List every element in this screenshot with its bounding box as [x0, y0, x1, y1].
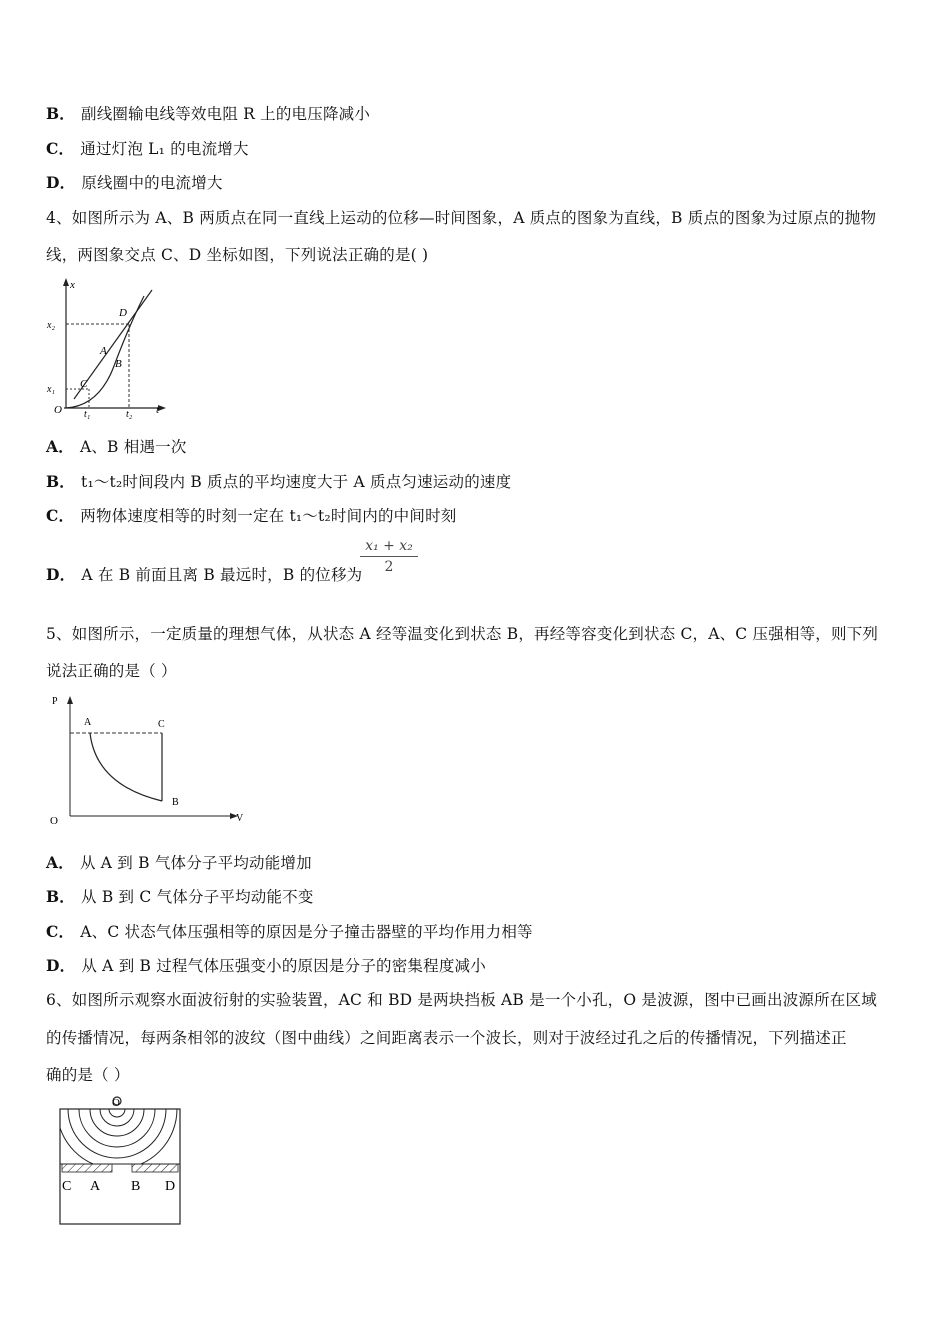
q4-option-c[interactable]: C． 两物体速度相等的时刻一定在 t₁～t₂时间内的中间时刻	[46, 506, 457, 525]
q6-stem-line1: 6、如图所示观察水面波衍射的实验装置，AC 和 BD 是两块挡板 AB 是一个小孔，O 是波源，图中已画出波源所在区域	[46, 991, 877, 1009]
q3-option-c[interactable]: C． 通过灯泡 L₁ 的电流增大	[46, 139, 249, 158]
q3-option-b[interactable]: B． 副线圈输电线等效电阻 R 上的电压降减小	[46, 104, 371, 123]
source-label: O	[112, 1097, 120, 1109]
option-text: 通过灯泡 L₁ 的电流增大	[80, 140, 249, 158]
x1-tick: x₁	[47, 384, 55, 395]
q6-stem-line2: 的传播情况，每两条相邻的波纹（图中曲线）之间距离表示一个波长，则对于波经过孔之后的传播情况，下列描述正	[46, 1029, 847, 1047]
option-text: 从 A 到 B 气体分子平均动能增加	[79, 854, 312, 872]
curve-a-label: A	[100, 345, 107, 357]
fraction-denominator: 2	[384, 559, 394, 575]
q5-option-d[interactable]: D． 从 A 到 B 过程气体压强变小的原因是分子的密集程度减小	[46, 956, 486, 975]
baffle-ac	[62, 1164, 112, 1172]
t2-tick: t₂	[126, 409, 133, 420]
y-axis-label: x	[70, 279, 75, 291]
option-text: 从 A 到 B 过程气体压强变小的原因是分子的密集程度减小	[81, 957, 486, 975]
x2-tick: x₂	[47, 320, 55, 331]
baffle-bd	[132, 1164, 178, 1172]
origin-label: O	[50, 815, 58, 827]
option-text: 从 B 到 C 气体分子平均动能不变	[81, 888, 314, 906]
isotherm-a-b	[90, 733, 162, 801]
q5-pv-graph	[44, 690, 254, 830]
q5-stem-line1: 5、如图所示，一定质量的理想气体，从状态 A 经等温变化到状态 B，再经等容变化到状态 C，A、C 压强相等，则下列	[46, 625, 879, 643]
q3-option-d[interactable]: D． 原线圈中的电流增大	[46, 173, 223, 192]
option-text: 副线圈输电线等效电阻 R 上的电压降减小	[81, 105, 371, 123]
displacement-fraction	[360, 538, 418, 575]
option-text: A、C 状态气体压强相等的原因是分子撞击器壁的平均作用力相等	[80, 923, 533, 941]
q5-option-a[interactable]: A． 从 A 到 B 气体分子平均动能增加	[46, 853, 312, 872]
p-axis-label: P	[52, 696, 58, 707]
label-a: A	[90, 1179, 101, 1194]
point-d-label: D	[119, 307, 127, 319]
q4-option-b[interactable]: B． t₁～t₂时间段内 B 质点的平均速度大于 A 质点匀速运动的速度	[46, 472, 512, 491]
v-axis-label: V	[236, 813, 244, 824]
q4-option-a[interactable]: A． A、B 相遇一次	[46, 437, 187, 456]
label-c: C	[62, 1179, 72, 1194]
t1-tick: t₁	[84, 409, 91, 420]
option-text: 原线圈中的电流增大	[81, 174, 223, 192]
point-c-label: C	[158, 719, 165, 730]
q4-option-d[interactable]: D． A 在 B 前面且离 B 最远时，B 的位移为	[46, 565, 363, 584]
q4-xt-graph	[44, 276, 174, 421]
q5-option-b[interactable]: B． 从 B 到 C 气体分子平均动能不变	[46, 887, 314, 906]
label-d: D	[165, 1179, 176, 1194]
curve-b-label: B	[115, 358, 122, 370]
option-text: t₁～t₂时间段内 B 质点的平均速度大于 A 质点匀速运动的速度	[81, 473, 512, 491]
q6-stem-line3: 确的是（ ）	[46, 1066, 130, 1084]
point-b-label: B	[172, 797, 179, 808]
q5-option-c[interactable]: C． A、C 状态气体压强相等的原因是分子撞击器壁的平均作用力相等	[46, 922, 533, 941]
q6-wave-diagram	[54, 1092, 186, 1228]
option-text: A、B 相遇一次	[79, 438, 187, 456]
option-text: A 在 B 前面且离 B 最远时，B 的位移为	[81, 566, 363, 584]
x-axis-label: t	[156, 404, 160, 416]
origin-label: O	[54, 404, 62, 416]
q5-stem-line2: 说法正确的是（ ）	[46, 662, 177, 680]
option-text: 两物体速度相等的时刻一定在 t₁～t₂时间内的中间时刻	[80, 507, 457, 525]
point-a-label: A	[84, 717, 92, 728]
q4-stem-line2: 线，两图象交点 C、D 坐标如图，下列说法正确的是( )	[46, 246, 429, 264]
fraction-numerator: x₁ + x₂	[360, 538, 418, 557]
q4-stem-line1: 4、如图所示为 A、B 两质点在同一直线上运动的位移—时间图象，A 质点的图象为直线，B 质点的图象为过原点的抛物	[46, 209, 877, 227]
point-c-label: C	[80, 378, 88, 390]
label-b: B	[131, 1179, 141, 1194]
